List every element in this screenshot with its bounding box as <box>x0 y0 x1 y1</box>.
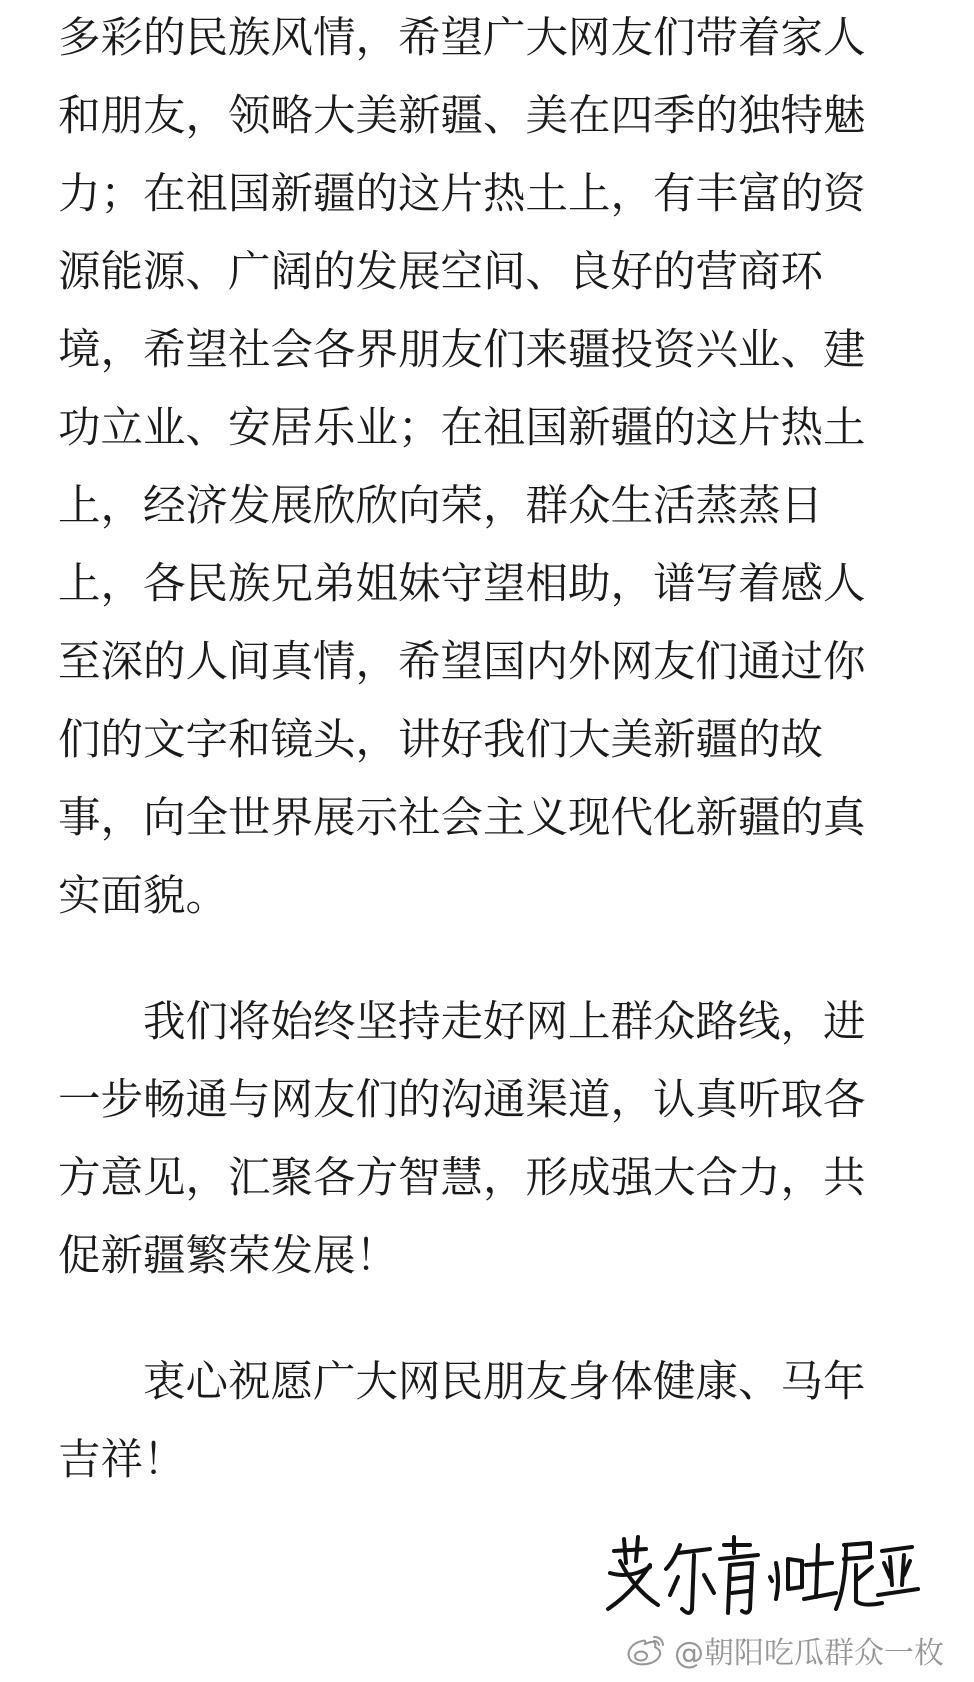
weibo-watermark <box>626 1630 944 1670</box>
paragraph-gap <box>58 1296 918 1344</box>
letter-body <box>58 0 918 1500</box>
text-line: 吉祥！ <box>58 1436 186 1485</box>
paragraph-3 <box>58 1344 918 1500</box>
paragraph-gap <box>58 936 918 984</box>
text-line: 们的文字和镜头，讲好我们大美新疆的故 <box>58 716 824 765</box>
text-line: 衷心祝愿广大网民朋友身体健康、马年 <box>58 1358 866 1407</box>
text-line: 上，经济发展欣欣向荣，群众生活蒸蒸日 <box>58 482 824 531</box>
text-line: 至深的人间真情，希望国内外网友们通过你 <box>58 638 866 687</box>
text-line: 境，希望社会各界朋友们来疆投资兴业、建 <box>58 326 866 375</box>
paragraph-1 <box>58 0 918 936</box>
text-line: 上，各民族兄弟姐妹守望相助，谱写着感人 <box>58 560 866 609</box>
text-line: 和朋友，领略大美新疆、美在四季的独特魅 <box>58 92 866 141</box>
paragraph-2 <box>58 984 918 1296</box>
text-line: 促新疆繁荣发展！ <box>58 1232 399 1281</box>
text-line: 功立业、安居乐业；在祖国新疆的这片热土 <box>58 404 866 453</box>
text-line: 源能源、广阔的发展空间、良好的营商环 <box>58 248 824 297</box>
text-line: 事，向全世界展示社会主义现代化新疆的真 <box>58 794 866 843</box>
watermark-text: @朝阳吃瓜群众一枚 <box>674 1636 944 1671</box>
weibo-logo-icon <box>626 1633 666 1667</box>
text-line: 我们将始终坚持走好网上群众路线，进 <box>58 998 866 1047</box>
text-line: 多彩的民族风情，希望广大网友们带着家人 <box>58 14 866 63</box>
text-line: 一步畅通与网友们的沟通渠道，认真听取各 <box>58 1076 866 1125</box>
text-line: 方意见，汇聚各方智慧，形成强大合力，共 <box>58 1154 866 1203</box>
text-line: 实面貌。 <box>58 872 229 921</box>
text-line: 力；在祖国新疆的这片热土上，有丰富的资 <box>58 170 866 219</box>
